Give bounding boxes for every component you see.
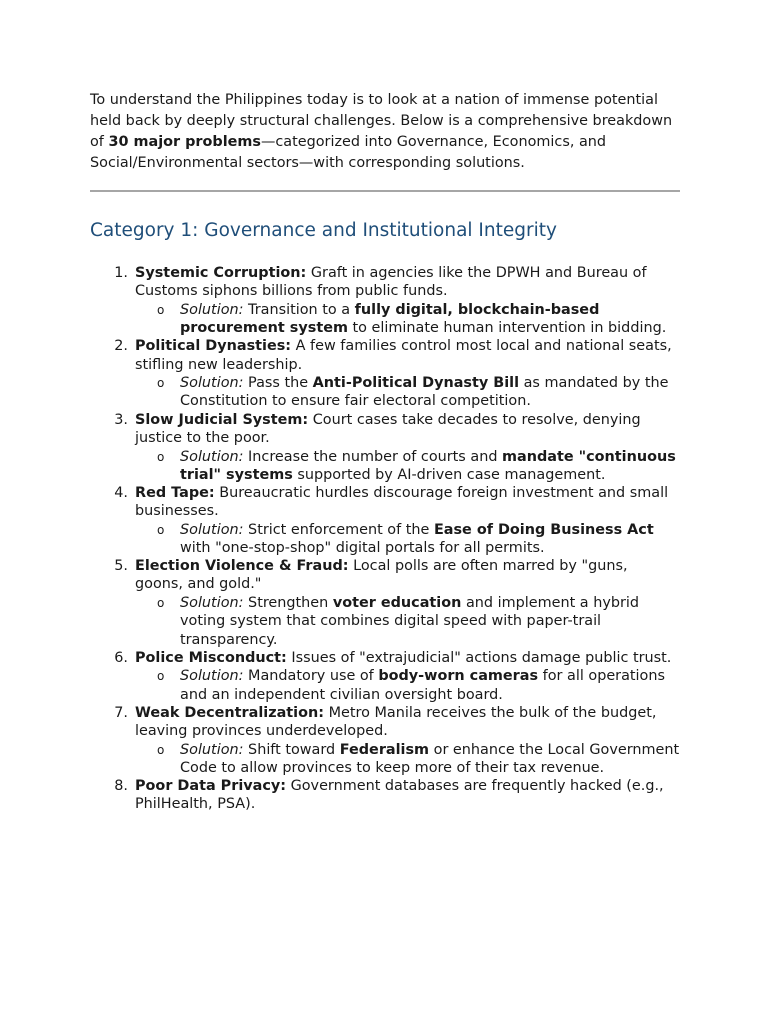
bullet-icon: o bbox=[157, 596, 165, 611]
bullet-icon: o bbox=[157, 742, 165, 757]
list-item bbox=[90, 337, 680, 410]
list-item bbox=[90, 704, 680, 777]
item-text: Government databases are frequently hacked (e.g., PhilHealth, PSA). bbox=[135, 778, 664, 813]
item-title: Weak Decentralization: bbox=[135, 704, 324, 721]
solution-bold: Anti-Political Dynasty Bill bbox=[312, 375, 520, 392]
solution-label: Solution: bbox=[180, 741, 244, 758]
solution-bold: voter education bbox=[332, 595, 462, 612]
solution-line bbox=[135, 741, 680, 777]
item-number: 7. bbox=[114, 704, 128, 721]
solution-label: Solution: bbox=[180, 448, 244, 465]
solution-text: Increase the number of courts and bbox=[243, 448, 503, 465]
item-number: 2. bbox=[114, 338, 128, 355]
bullet-icon: o bbox=[157, 669, 165, 684]
item-title: Red Tape: bbox=[135, 484, 215, 501]
solution-text-end: with "one-stop-shop" digital portals for all permits. bbox=[180, 540, 545, 557]
solution-label: Solution: bbox=[180, 521, 244, 538]
solution-line bbox=[135, 521, 680, 557]
intro-bold-phrase: 30 major problems bbox=[108, 134, 261, 150]
item-title: Poor Data Privacy: bbox=[135, 778, 287, 795]
item-number: 3. bbox=[114, 411, 128, 428]
item-text: Local polls are often marred by "guns, goons, and gold." bbox=[135, 558, 628, 593]
list-item bbox=[90, 649, 680, 704]
solution-bold: Federalism bbox=[339, 741, 430, 758]
solution-line bbox=[135, 667, 680, 703]
bullet-icon: o bbox=[157, 449, 165, 464]
solution-text-end: and implement a hybrid voting system that combines digital speed with paper-trail transparency. bbox=[180, 595, 640, 648]
list-item bbox=[90, 777, 680, 813]
solution-line bbox=[135, 448, 680, 484]
solution-text-end: as mandated by the Constitution to ensure fair electoral competition. bbox=[180, 375, 669, 410]
item-text: Court cases take decades to resolve, denying justice to the poor. bbox=[135, 411, 641, 446]
list-item bbox=[90, 264, 680, 337]
solution-label: Solution: bbox=[180, 668, 244, 685]
solution-label: Solution: bbox=[180, 375, 244, 392]
intro-text-end: —categorized into Governance, Economics, and Social/Environmental sectors—with corresponding solutions. bbox=[90, 134, 607, 171]
solution-text-end: supported by AI-driven case management. bbox=[292, 466, 606, 483]
item-number: 4. bbox=[114, 484, 128, 501]
item-title: Police Misconduct: bbox=[135, 649, 287, 666]
item-title: Political Dynasties: bbox=[135, 338, 292, 355]
category-heading: Category 1: Governance and Institutional Integrity bbox=[90, 220, 557, 241]
solution-text: Strict enforcement of the bbox=[243, 521, 434, 538]
problems-list bbox=[90, 264, 680, 814]
solution-bold: body-worn cameras bbox=[378, 668, 539, 685]
horizontal-divider bbox=[90, 190, 680, 192]
item-text: Metro Manila receives the bulk of the budget, leaving provinces underdeveloped. bbox=[135, 704, 657, 740]
item-text: Bureaucratic hurdles discourage foreign investment and small businesses. bbox=[135, 484, 669, 520]
item-number: 1. bbox=[114, 265, 128, 281]
item-number: 8. bbox=[114, 778, 128, 795]
bullet-icon: o bbox=[157, 376, 165, 391]
bullet-icon: o bbox=[157, 522, 165, 537]
list-item bbox=[90, 484, 680, 557]
intro-text-start: To understand the Philippines today is to look at a nation of immense potential held back by deeply structural challenges. Below is a comprehensive breakdown of bbox=[90, 92, 673, 150]
document-page bbox=[90, 90, 680, 814]
solution-text: Strengthen bbox=[243, 595, 333, 612]
item-text: Graft in agencies like the DPWH and Bureau of Customs siphons billions from public funds. bbox=[135, 265, 647, 300]
item-title: Slow Judicial System: bbox=[135, 411, 309, 428]
solution-line bbox=[135, 594, 680, 649]
solution-label: Solution: bbox=[180, 595, 244, 612]
solution-bold: Ease of Doing Business Act bbox=[433, 521, 654, 538]
solution-text: Pass the bbox=[243, 375, 313, 392]
solution-text-end: to eliminate human intervention in bidding. bbox=[347, 320, 667, 337]
solution-bold: fully digital, blockchain-based procurement system bbox=[180, 301, 600, 337]
solution-line bbox=[135, 374, 680, 410]
solution-text-end: or enhance the Local Government Code to allow provinces to keep more of their tax revenue. bbox=[180, 741, 680, 776]
solution-label: Solution: bbox=[180, 301, 244, 318]
bullet-icon: o bbox=[157, 302, 165, 317]
item-text: Issues of "extrajudicial" actions damage public trust. bbox=[286, 649, 672, 666]
item-number: 6. bbox=[114, 649, 128, 666]
item-title: Election Violence & Fraud: bbox=[135, 558, 349, 575]
solution-text: Shift toward bbox=[243, 741, 340, 758]
solution-bold: mandate "continuous trial" systems bbox=[180, 448, 676, 483]
solution-text: Mandatory use of bbox=[243, 668, 379, 685]
intro-paragraph bbox=[90, 90, 680, 174]
solution-line bbox=[135, 301, 680, 337]
solution-text: Transition to a bbox=[243, 301, 355, 318]
list-item bbox=[90, 557, 680, 649]
item-number: 5. bbox=[114, 558, 128, 575]
item-text: A few families control most local and national seats, stifling new leadership. bbox=[135, 338, 672, 373]
list-item bbox=[90, 411, 680, 484]
item-title: Systemic Corruption: bbox=[135, 265, 307, 281]
solution-text-end: for all operations and an independent civilian oversight board. bbox=[180, 668, 665, 703]
